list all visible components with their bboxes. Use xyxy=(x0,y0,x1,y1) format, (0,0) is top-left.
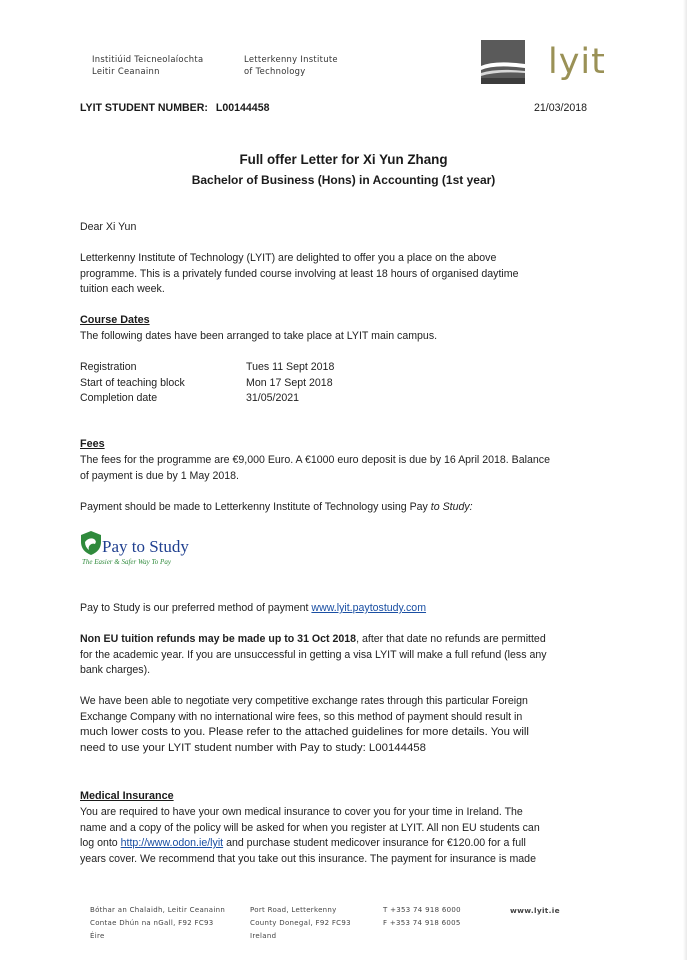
pay-to-study-name: Pay to Study xyxy=(102,537,189,556)
preferred-payment xyxy=(80,601,426,617)
lyit-logo-mark-icon xyxy=(481,40,539,86)
salutation: Dear Xi Yun xyxy=(80,221,137,233)
lyit-logo xyxy=(481,40,539,91)
programme-subtitle: Bachelor of Business (Hons) in Accounting (1st year) xyxy=(191,173,496,187)
medical-line: You are required to have your own medical insurance to cover you for your time in Ireland. The xyxy=(80,806,523,818)
payment-instruction-italic: to Study: xyxy=(430,501,473,513)
refunds-line: for the academic year. If you are unsuccessful in getting a visa LYIT will make a full refund (less any xyxy=(80,648,547,661)
address-line: Port Road, Letterkenny xyxy=(250,906,337,914)
english-name-line2: of Technology xyxy=(244,66,306,76)
page-edge xyxy=(683,0,687,960)
footer-fax: F +353 74 918 6005 xyxy=(383,919,461,927)
date-label: Registration xyxy=(80,361,137,373)
dates-row-teaching-start xyxy=(80,376,334,392)
fees-line: The fees for the programme are €9,000 Euro. A €1000 euro deposit is due by 16 April 2018. Balance xyxy=(80,454,550,466)
footer-website[interactable]: www.lyit.ie xyxy=(510,906,560,915)
pay-to-study-tagline: The Easier & Safer Way To Pay xyxy=(82,558,171,566)
shield-icon xyxy=(80,530,102,556)
date-value: Tues 11 Sept 2018 xyxy=(246,361,335,373)
exchange-paragraph xyxy=(80,694,529,756)
intro-line: tuition each week. xyxy=(80,283,165,296)
footer-contact xyxy=(383,904,461,930)
irish-name-line1: Institiúid Teicneolaíochta xyxy=(92,54,204,64)
payment-instruction-text: Payment should be made to Letterkenny Institute of Technology using Pay xyxy=(80,501,431,513)
medical-text: and purchase student medicover insurance for €120.00 for a full xyxy=(223,837,526,850)
fees-heading: Fees xyxy=(80,438,105,450)
student-number-line xyxy=(80,102,269,114)
medical-insurance-heading: Medical Insurance xyxy=(80,790,174,802)
paytostudy-link[interactable]: www.lyit.paytostudy.com xyxy=(311,602,427,614)
irish-name-line2: Leitir Ceanainn xyxy=(92,66,160,76)
refund-deadline: Non EU tuition refunds may be made up to 31 Oct 2018 xyxy=(80,633,357,645)
refunds-line: bank charges). xyxy=(80,664,151,677)
lyit-logo-text: lyit xyxy=(548,42,606,82)
fees-line: of payment is due by 1 May 2018. xyxy=(80,469,239,482)
date-label: Start of teaching block xyxy=(80,376,185,389)
student-number-label: LYIT STUDENT NUMBER: xyxy=(80,102,208,114)
exchange-line: Exchange Company with no international wire fees, so this method of payment should result in xyxy=(80,710,523,723)
intro-line: programme. This is a privately funded course involving at least 18 hours of organised daytime xyxy=(80,267,519,280)
exchange-line: much lower costs to you. Please refer to the attached guidelines for more details. You will xyxy=(80,726,529,739)
english-institute-name xyxy=(244,53,338,77)
address-line: Ireland xyxy=(250,932,277,940)
odon-insurance-link[interactable]: http://www.odon.ie/lyit xyxy=(120,837,224,850)
letter-title: Full offer Letter for Xi Yun Zhang xyxy=(239,152,448,167)
footer-irish-address xyxy=(90,904,225,943)
medical-line: name and a copy of the policy will be asked for when you register at LYIT. All non EU students can xyxy=(80,821,540,834)
refunds-paragraph xyxy=(80,632,547,679)
address-line: Contae Dhún na nGall, F92 FC93 xyxy=(90,919,214,927)
dates-row-registration xyxy=(80,360,334,376)
fees-paragraph xyxy=(80,453,550,484)
medical-text: log onto xyxy=(80,837,121,850)
medical-paragraph xyxy=(80,805,540,867)
address-line: County Donegal, F92 FC93 xyxy=(250,919,351,927)
date-value: 31/05/2021 xyxy=(246,392,300,405)
student-number-value: L00144458 xyxy=(215,102,270,114)
date-value: Mon 17 Sept 2018 xyxy=(246,376,333,389)
intro-line: Letterkenny Institute of Technology (LYIT) are delighted to offer you a place on the above xyxy=(80,252,497,264)
letter-date: 21/03/2018 xyxy=(534,102,588,114)
course-dates-table xyxy=(80,360,334,407)
dates-row-completion xyxy=(80,391,334,407)
address-line: Éire xyxy=(90,932,105,940)
exchange-line: need to use your LYIT student number with Pay to study: L00144458 xyxy=(80,741,426,754)
footer-phone: T +353 74 918 6000 xyxy=(383,906,461,914)
preferred-payment-text: Pay to Study is our preferred method of payment xyxy=(80,602,312,614)
exchange-line: We have been able to negotiate very competitive exchange rates through this particular Foreign xyxy=(80,695,528,707)
english-name-line1: Letterkenny Institute xyxy=(244,54,338,64)
payment-instruction xyxy=(80,500,473,516)
date-label: Completion date xyxy=(80,392,158,405)
irish-institute-name xyxy=(92,53,203,77)
address-line: Bóthar an Chalaidh, Leitir Ceanainn xyxy=(90,906,226,914)
course-dates-heading: Course Dates xyxy=(80,314,150,326)
course-dates-intro: The following dates have been arranged to take place at LYIT main campus. xyxy=(80,330,438,342)
medical-line: years cover. We recommend that you take out this insurance. The payment for insurance is made xyxy=(80,852,536,865)
footer-english-address xyxy=(250,904,351,943)
refunds-text: , after that date no refunds are permitted xyxy=(356,633,546,645)
intro-paragraph xyxy=(80,251,519,298)
